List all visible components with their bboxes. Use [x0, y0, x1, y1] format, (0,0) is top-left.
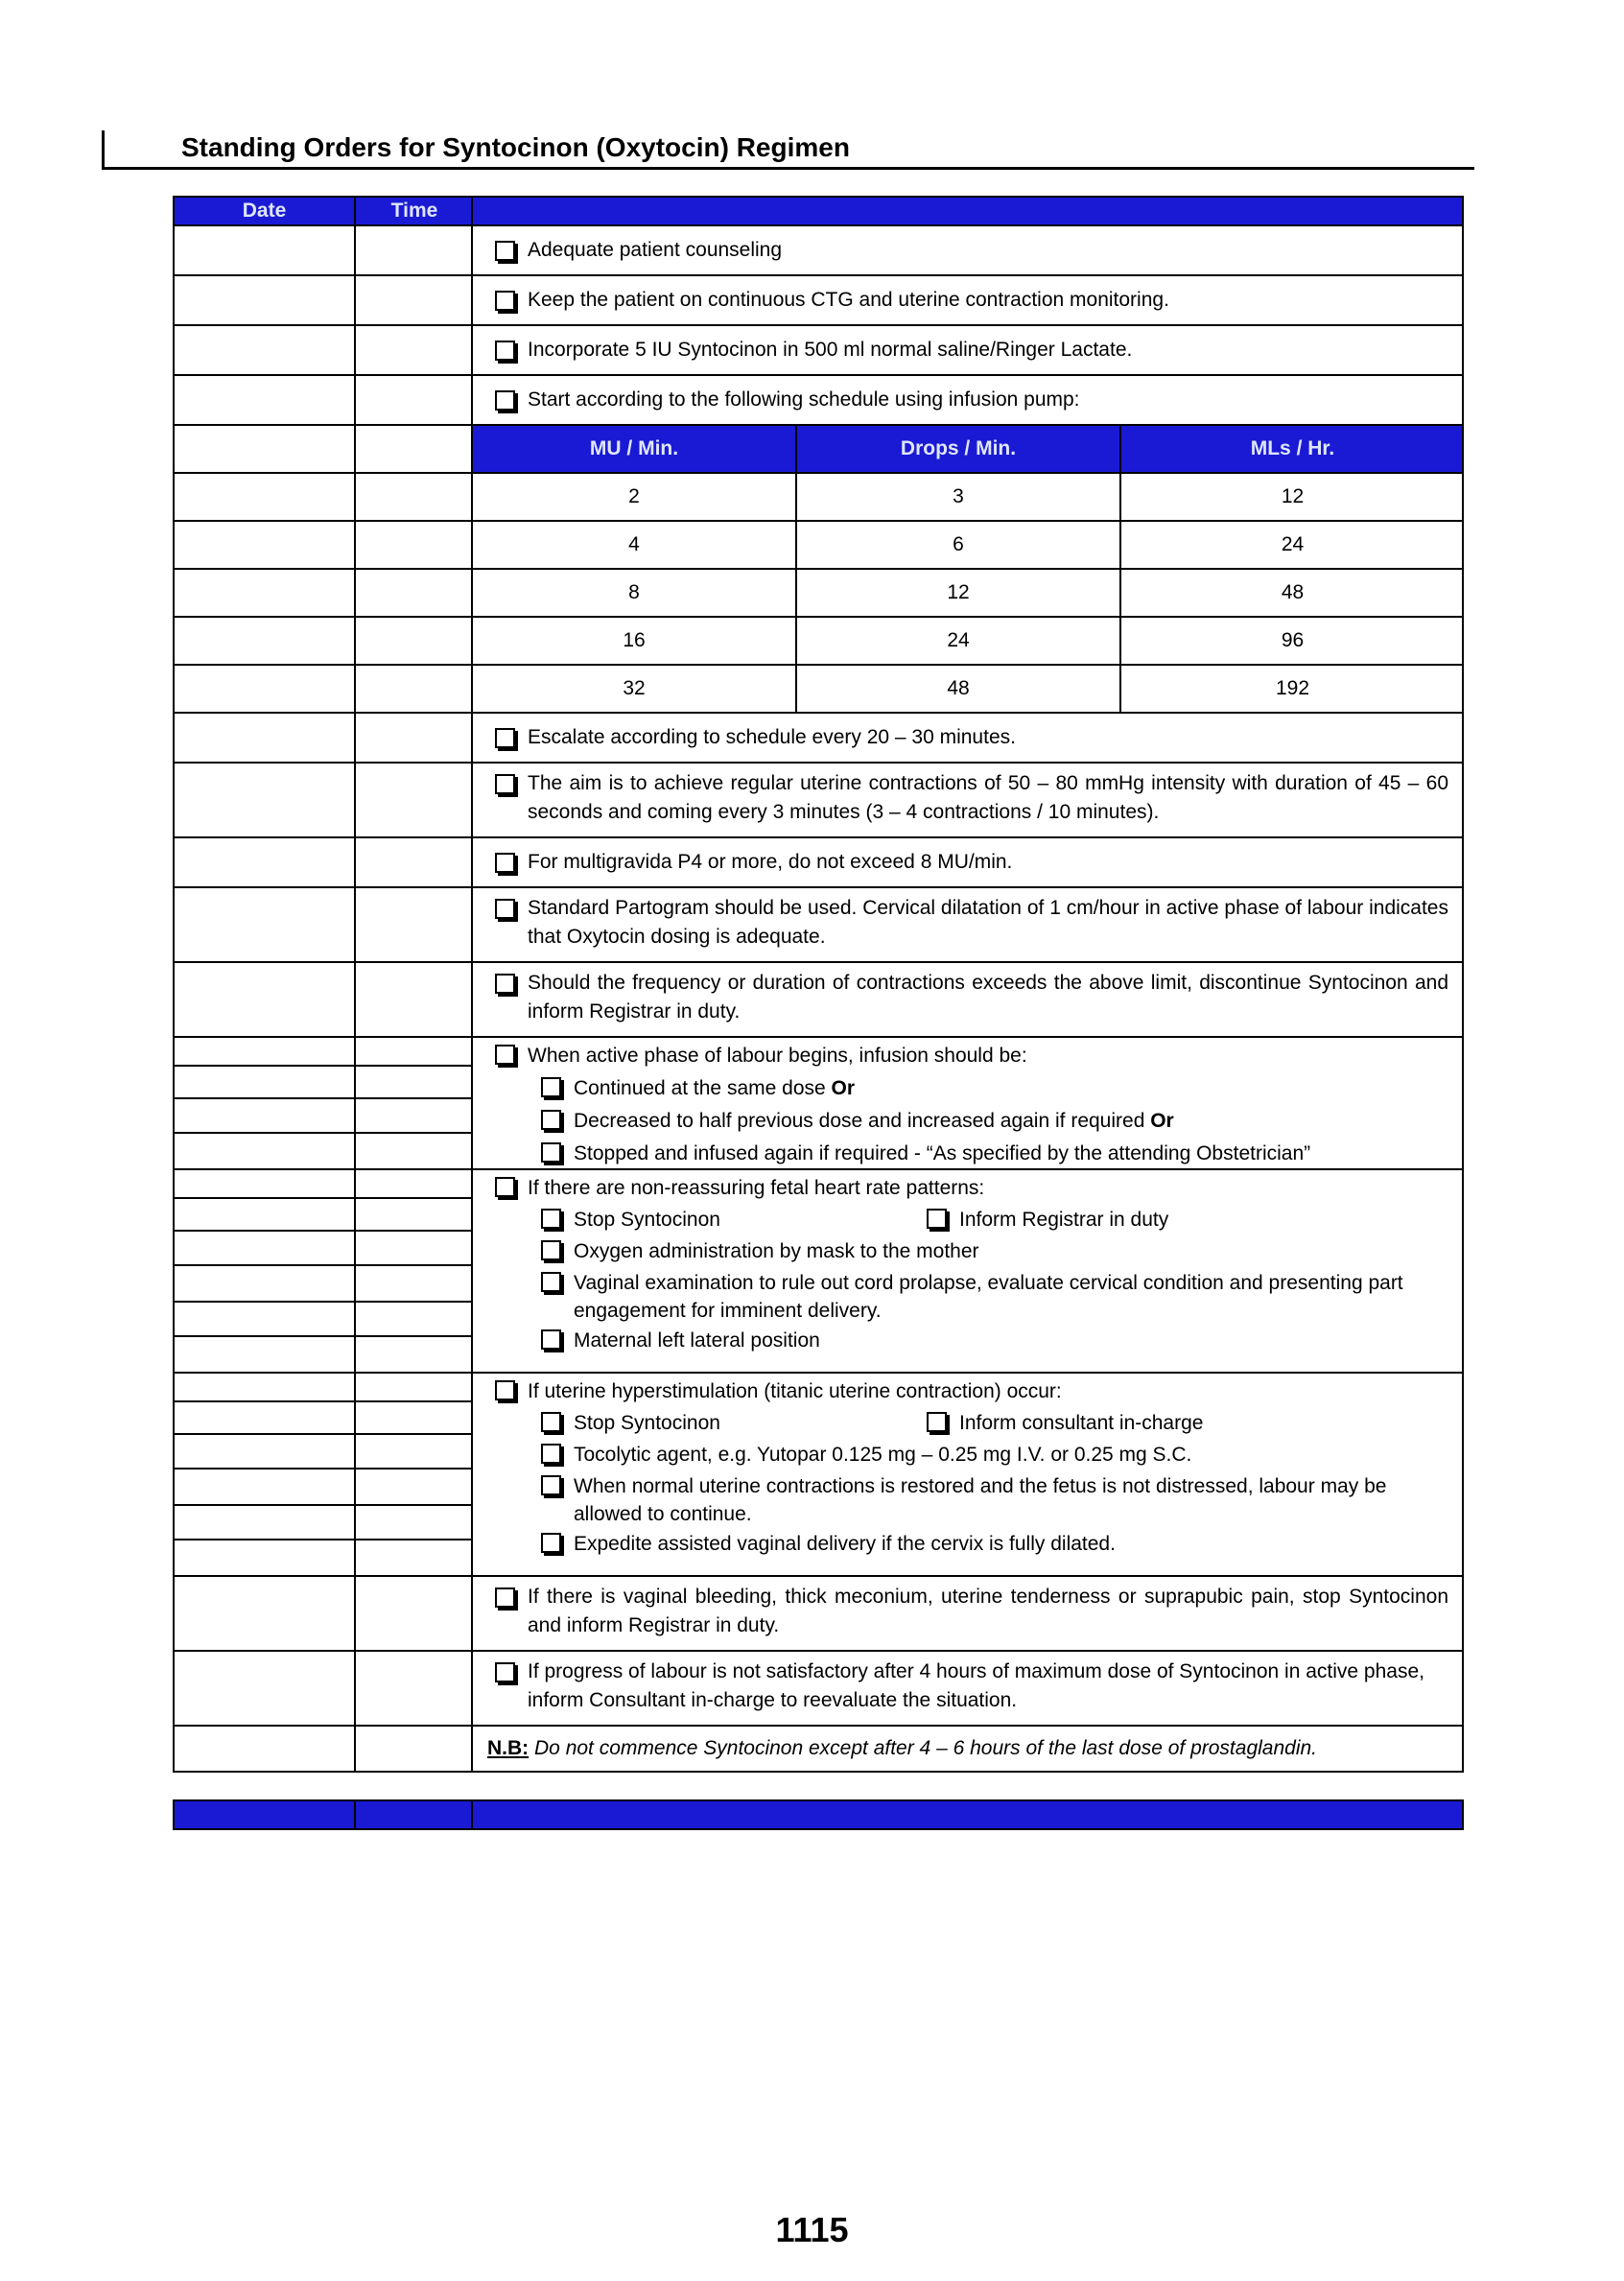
table-row — [175, 226, 1462, 276]
table-row — [175, 276, 1462, 326]
order-text: Standard Partogram should be used. Cervical dilatation of 1 cm/hour in active phase of labour indicates that Oxytocin dosing is adequate. — [528, 897, 1448, 948]
dose-cell: 3 — [953, 485, 964, 507]
checkbox-icon[interactable] — [495, 1380, 515, 1400]
table-row — [175, 376, 1462, 426]
dose-col-header: MU / Min. — [589, 437, 679, 459]
dose-cell: 24 — [947, 629, 970, 651]
dose-table-header — [473, 426, 1462, 472]
checkbox-icon[interactable] — [495, 1662, 515, 1682]
checkbox-icon[interactable] — [495, 390, 515, 411]
dose-col-header: MLs / Hr. — [1250, 437, 1335, 459]
dose-column-divider — [795, 426, 797, 714]
table-row — [175, 714, 1462, 764]
order-text: The aim is to achieve regular uterine contractions of 50 – 80 mmHg intensity with duration of 45 – 60 seconds and coming every 3 minutes (3 – 4 contractions / 10 minutes). — [528, 772, 1448, 823]
dose-col-header: Drops / Min. — [900, 437, 1017, 459]
checkbox-icon[interactable] — [541, 1240, 561, 1260]
checkbox-icon[interactable] — [495, 1177, 515, 1197]
table-row — [175, 326, 1462, 376]
checkbox-icon[interactable] — [495, 774, 515, 794]
checkbox-icon[interactable] — [495, 974, 515, 994]
dose-cell: 48 — [947, 677, 970, 699]
checkbox-icon[interactable] — [927, 1412, 947, 1432]
dose-header-row — [175, 426, 1462, 474]
title-bar — [102, 130, 1474, 170]
checkbox-icon[interactable] — [541, 1077, 561, 1097]
dose-row — [175, 666, 1462, 714]
dose-row — [175, 570, 1462, 618]
table-row — [175, 764, 1462, 838]
checkbox-icon[interactable] — [495, 728, 515, 748]
table-row: If there are non-reassuring fetal heart rate patterns: Stop Syntocinon Inform Registrar in duty Oxygen administration by mask to the mother Vaginal examination to rule out cord prolapse, evaluate cervical condition and presenting part engagement for imminent delivery. Maternal left lateral position — [175, 1170, 1462, 1374]
orders-table — [173, 196, 1464, 1773]
checkbox-icon[interactable] — [495, 291, 515, 311]
checkbox-icon[interactable] — [541, 1142, 561, 1163]
time-header: Time — [390, 200, 438, 222]
column-divider — [471, 198, 473, 1771]
date-header: Date — [242, 200, 287, 222]
order-text: Adequate patient counseling — [528, 239, 783, 261]
order-text: When active phase of labour begins, infusion should be: — [528, 1045, 1027, 1067]
checkbox-icon[interactable] — [541, 1444, 561, 1464]
dose-cell: 24 — [1281, 533, 1305, 555]
checkbox-icon[interactable] — [541, 1475, 561, 1495]
checkbox-icon[interactable] — [495, 899, 515, 919]
order-text: Incorporate 5 IU Syntocinon in 500 ml normal saline/Ringer Lactate. — [528, 339, 1133, 361]
table-row — [175, 1652, 1462, 1727]
checkbox-icon[interactable] — [495, 1587, 515, 1608]
table-row: When active phase of labour begins, infusion should be: Continued at the same dose Or Decreased to half previous dose and increased again if required Or Stopped and infused again if required - “As specified by the attending Obstetrician” — [175, 1038, 1462, 1170]
checkbox-icon[interactable] — [495, 853, 515, 873]
dose-row — [175, 618, 1462, 666]
table-row — [175, 1577, 1462, 1652]
checkbox-icon[interactable] — [541, 1533, 561, 1553]
column-divider — [354, 198, 356, 1771]
checkbox-icon[interactable] — [495, 241, 515, 261]
dose-cell: 2 — [628, 485, 640, 507]
checkbox-icon[interactable] — [541, 1110, 561, 1130]
dose-cell: 4 — [628, 533, 640, 555]
checkbox-icon[interactable] — [541, 1412, 561, 1432]
checkbox-icon[interactable] — [541, 1209, 561, 1229]
order-text: Keep the patient on continuous CTG and uterine contraction monitoring. — [528, 289, 1169, 311]
table-row — [175, 963, 1462, 1038]
order-text: If uterine hyperstimulation (titanic uterine contraction) occur: — [528, 1380, 1062, 1402]
checkbox-icon[interactable] — [495, 1045, 515, 1065]
dose-cell: 8 — [628, 581, 640, 603]
checkbox-icon[interactable] — [541, 1329, 561, 1350]
order-text: For multigravida P4 or more, do not exceed 8 MU/min. — [528, 851, 1013, 873]
table-row — [175, 888, 1462, 963]
table-header — [175, 198, 1462, 226]
dose-cell: 192 — [1275, 677, 1310, 699]
checkbox-icon[interactable] — [927, 1209, 947, 1229]
checkbox-icon[interactable] — [495, 341, 515, 361]
footer-bar — [173, 1799, 1464, 1830]
table-row: If uterine hyperstimulation (titanic uterine contraction) occur: Stop Syntocinon Inform consultant in-charge Tocolytic agent, e.g. Yutopar 0.125 mg – 0.25 mg I.V. or 0.25 mg S.C. When normal uterine contractions is restored and the fetus is not distressed, labour may be allowed to continue. Expedite assisted vaginal delivery if the cervix is fully dilated. — [175, 1374, 1462, 1577]
dose-cell: 12 — [947, 581, 970, 603]
order-text: Escalate according to schedule every 20 – 30 minutes. — [528, 726, 1016, 748]
dose-cell: 12 — [1281, 485, 1305, 507]
order-text: If there are non-reassuring fetal heart rate patterns: — [528, 1177, 985, 1199]
dose-row — [175, 522, 1462, 570]
dose-cell: 6 — [953, 533, 964, 555]
order-text: If there is vaginal bleeding, thick meconium, uterine tenderness or suprapubic pain, stop Syntocinon and inform Registrar in duty. — [528, 1586, 1448, 1636]
nb-row — [175, 1727, 1462, 1773]
table-row — [175, 838, 1462, 888]
dose-cell: 96 — [1281, 629, 1305, 651]
dose-cell: 16 — [623, 629, 646, 651]
dose-cell: 48 — [1281, 581, 1305, 603]
page-number: 1115 — [775, 2210, 849, 2249]
order-text: If progress of labour is not satisfactory after 4 hours of maximum dose of Syntocinon in active phase, inform Consultant in-charge to reevaluate the situation. — [528, 1660, 1424, 1711]
nb-label: N.B: — [487, 1737, 530, 1759]
dose-cell: 32 — [623, 677, 646, 699]
dose-row — [175, 474, 1462, 522]
dose-column-divider — [1119, 426, 1121, 714]
checkbox-icon[interactable] — [541, 1272, 561, 1292]
page-title: Standing Orders for Syntocinon (Oxytocin) Regimen — [181, 132, 850, 162]
nb-text: Do not commence Syntocinon except after 4 – 6 hours of the last dose of prostaglandin. — [534, 1737, 1318, 1759]
order-text: Start according to the following schedule using infusion pump: — [528, 388, 1080, 411]
order-text: Should the frequency or duration of contractions exceeds the above limit, discontinue Syntocinon and inform Registrar in duty. — [528, 972, 1448, 1023]
